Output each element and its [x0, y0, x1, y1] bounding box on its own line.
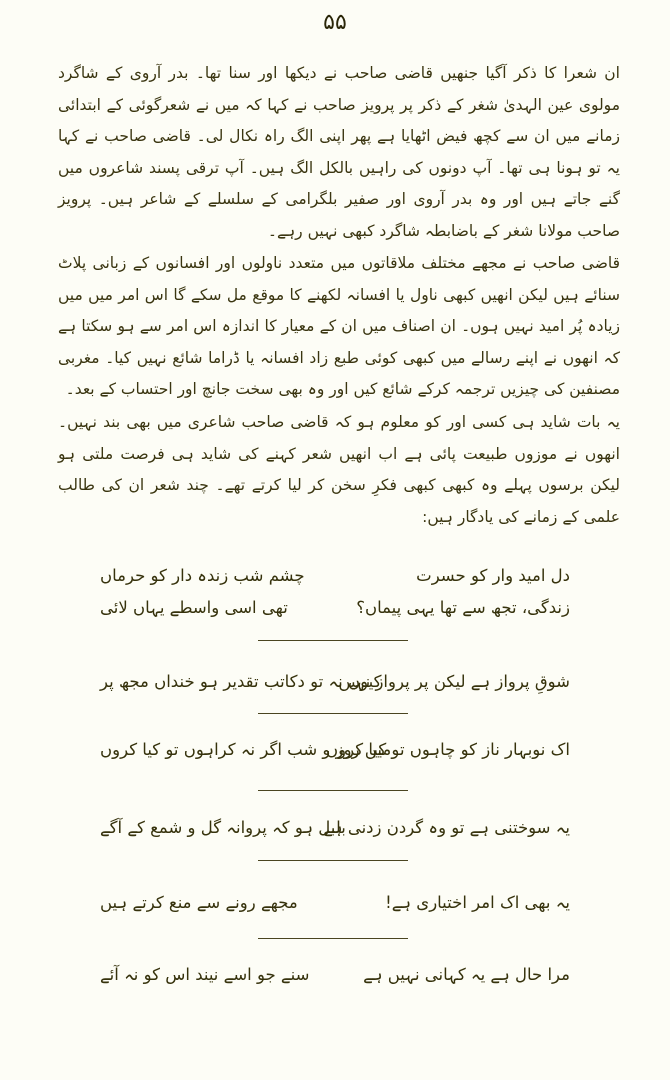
misra-second: بلبل ہو کہ پروانہ گل و شمع کے آگے: [100, 818, 346, 837]
divider: [258, 938, 408, 939]
couplet-line: [100, 887, 570, 919]
couplet-line: [100, 812, 570, 844]
misra-second: سنے جو اسے نیند اس کو نہ آئے: [100, 965, 310, 984]
misra-second: میں روز و شب اگر نہ کراہوں تو کیا کروں: [100, 740, 392, 759]
couplet-line: [100, 592, 570, 624]
divider: [258, 640, 408, 641]
couplet-line: [100, 959, 570, 991]
misra-second: کیوں نہ تو دکاتب تقدیر ہو خنداں مجھ پر: [100, 672, 382, 691]
misra-first: شوقِ پرواز ہے لیکن پر پرواز نہیں: [338, 672, 570, 691]
paragraph-novels: قاضی صاحب نے مجھے مختلف ملاقاتوں میں متعدد ناولوں اور افسانوں کے زبانی پلاٹ سنائے ہیں لیکن انھیں کبھی ناول یا افسانہ لکھنے کا موقع مل سکے گا اس امر میں میں زیادہ پُر امید نہیں ہوں۔ ان اصناف میں ان کے معیار کا اندازہ اس امر سے ہو سکتا ہے کہ انھوں نے اپنے رسالے میں کبھی کوئی طبع زاد افسانہ یا ڈراما شائع نہیں کیا۔ مغربی مصنفین کی چیزیں ترجمہ کرکے شائع کیں اور وہ بھی سخت جانچ اور احتساب کے بعد۔: [58, 254, 621, 398]
couplet-line: [100, 666, 570, 698]
paragraph-poets: ان شعرا کا ذکر آگیا جنھیں قاضی صاحب نے دیکھا اور سنا تھا۔ بدر آروی کے شاگرد مولوی عین الہدیٰ شغر کے ذکر پر پرویز صاحب نے کہا کہ میں نے شعرگوئی کے ابتدائی زمانے میں ان سے کچھ فیض اٹھایا ہے پھر اپنی الگ راہ نکال لی۔ قاضی صاحب نے کہا یہ تو ہونا ہی تھا۔ آپ دونوں کی راہیں بالکل الگ ہیں۔ آپ ترقی پسند شاعروں میں گنے جاتے ہیں اور وہ بدر آروی اور صفیر بلگرامی کے سلسلے کے شاعر ہیں۔ پرویز صاحب مولانا شغر کے باضابطہ شاگرد کبھی نہیں رہے۔: [58, 64, 620, 240]
divider: [258, 713, 408, 714]
misra-first: یہ بھی اک امر اختیاری ہے!: [385, 893, 570, 912]
misra-first: دل امید وار کو حسرت: [416, 566, 570, 585]
misra-second: مجھے رونے سے منع کرتے ہیں: [100, 893, 298, 912]
couplet-line: [100, 560, 570, 592]
divider: [258, 790, 408, 791]
misra-second: تھی اسی واسطے یہاں لائی: [100, 598, 288, 617]
misra-first: اک نوبہار ناز کو چاہوں تو کیا کروں: [326, 740, 570, 759]
divider: [258, 860, 408, 861]
misra-first: یہ سوختنی ہے تو وہ گردن زدنی ہے: [323, 818, 570, 837]
misra-first: زندگی، تجھ سے تھا یہی پیماں؟: [356, 598, 570, 617]
misra-first: مرا حال ہے یہ کہانی نہیں ہے: [363, 965, 570, 984]
couplet-line: [100, 734, 570, 766]
paragraph-poetry: یہ بات شاید ہی کسی اور کو معلوم ہو کہ قاضی صاحب شاعری میں بھی بند نہیں۔ انھوں نے موزوں طبیعت پائی ہے اب انھیں شعر کہنے کی شاید ہی فرصت ملتی ہو لیکن برسوں پہلے وہ کبھی کبھی فکرِ سخن کر لیا کرتے تھے۔ چند شعر ان کی طالب علمی کے زمانے کی یادگار ہیں:: [58, 413, 620, 526]
page-number: ۵۵: [323, 10, 347, 35]
misra-second: چشم شب زندہ دار کو حرماں: [100, 566, 305, 585]
